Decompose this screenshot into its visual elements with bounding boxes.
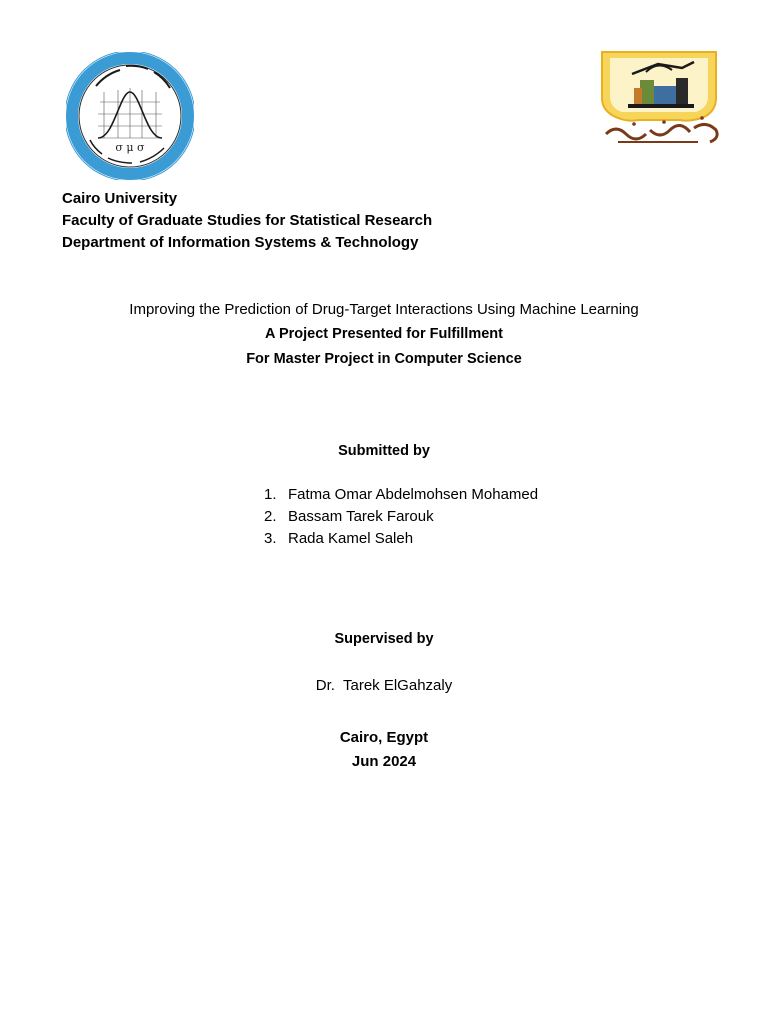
supervisor-name: Dr. Tarek ElGahzaly	[315, 677, 453, 694]
author-name: Rada Kamel Saleh	[288, 530, 414, 547]
list-item	[264, 484, 538, 506]
author-number: 2.	[264, 508, 277, 525]
institution-header	[62, 188, 722, 254]
supervised-by-heading: Supervised by	[334, 631, 434, 647]
location: Cairo, Egypt	[339, 729, 429, 746]
svg-text:σ μ σ: σ μ σ	[115, 141, 145, 154]
faculty-emblem-icon	[66, 52, 194, 180]
author-list	[264, 484, 538, 550]
list-item	[264, 528, 538, 550]
faculty-name: Faculty of Graduate Studies for Statistical Research	[62, 212, 433, 229]
project-subtitle-degree: For Master Project in Computer Science	[246, 351, 522, 367]
submission-date: Jun 2024	[351, 753, 417, 770]
author-number: 3.	[264, 530, 277, 547]
university-name: Cairo University	[62, 190, 178, 207]
project-title: Improving the Prediction of Drug-Target Interactions Using Machine Learning	[129, 301, 639, 318]
author-number: 1.	[264, 486, 277, 503]
project-subtitle-fulfillment: A Project Presented for Fulfillment	[265, 326, 503, 342]
cairo-university-emblem-icon	[598, 50, 728, 150]
submitted-by-heading: Submitted by	[338, 443, 430, 459]
department-name: Department of Information Systems & Technology	[62, 234, 419, 251]
list-item	[264, 506, 538, 528]
author-name: Fatma Omar Abdelmohsen Mohamed	[288, 486, 539, 503]
author-name: Bassam Tarek Farouk	[288, 508, 434, 525]
